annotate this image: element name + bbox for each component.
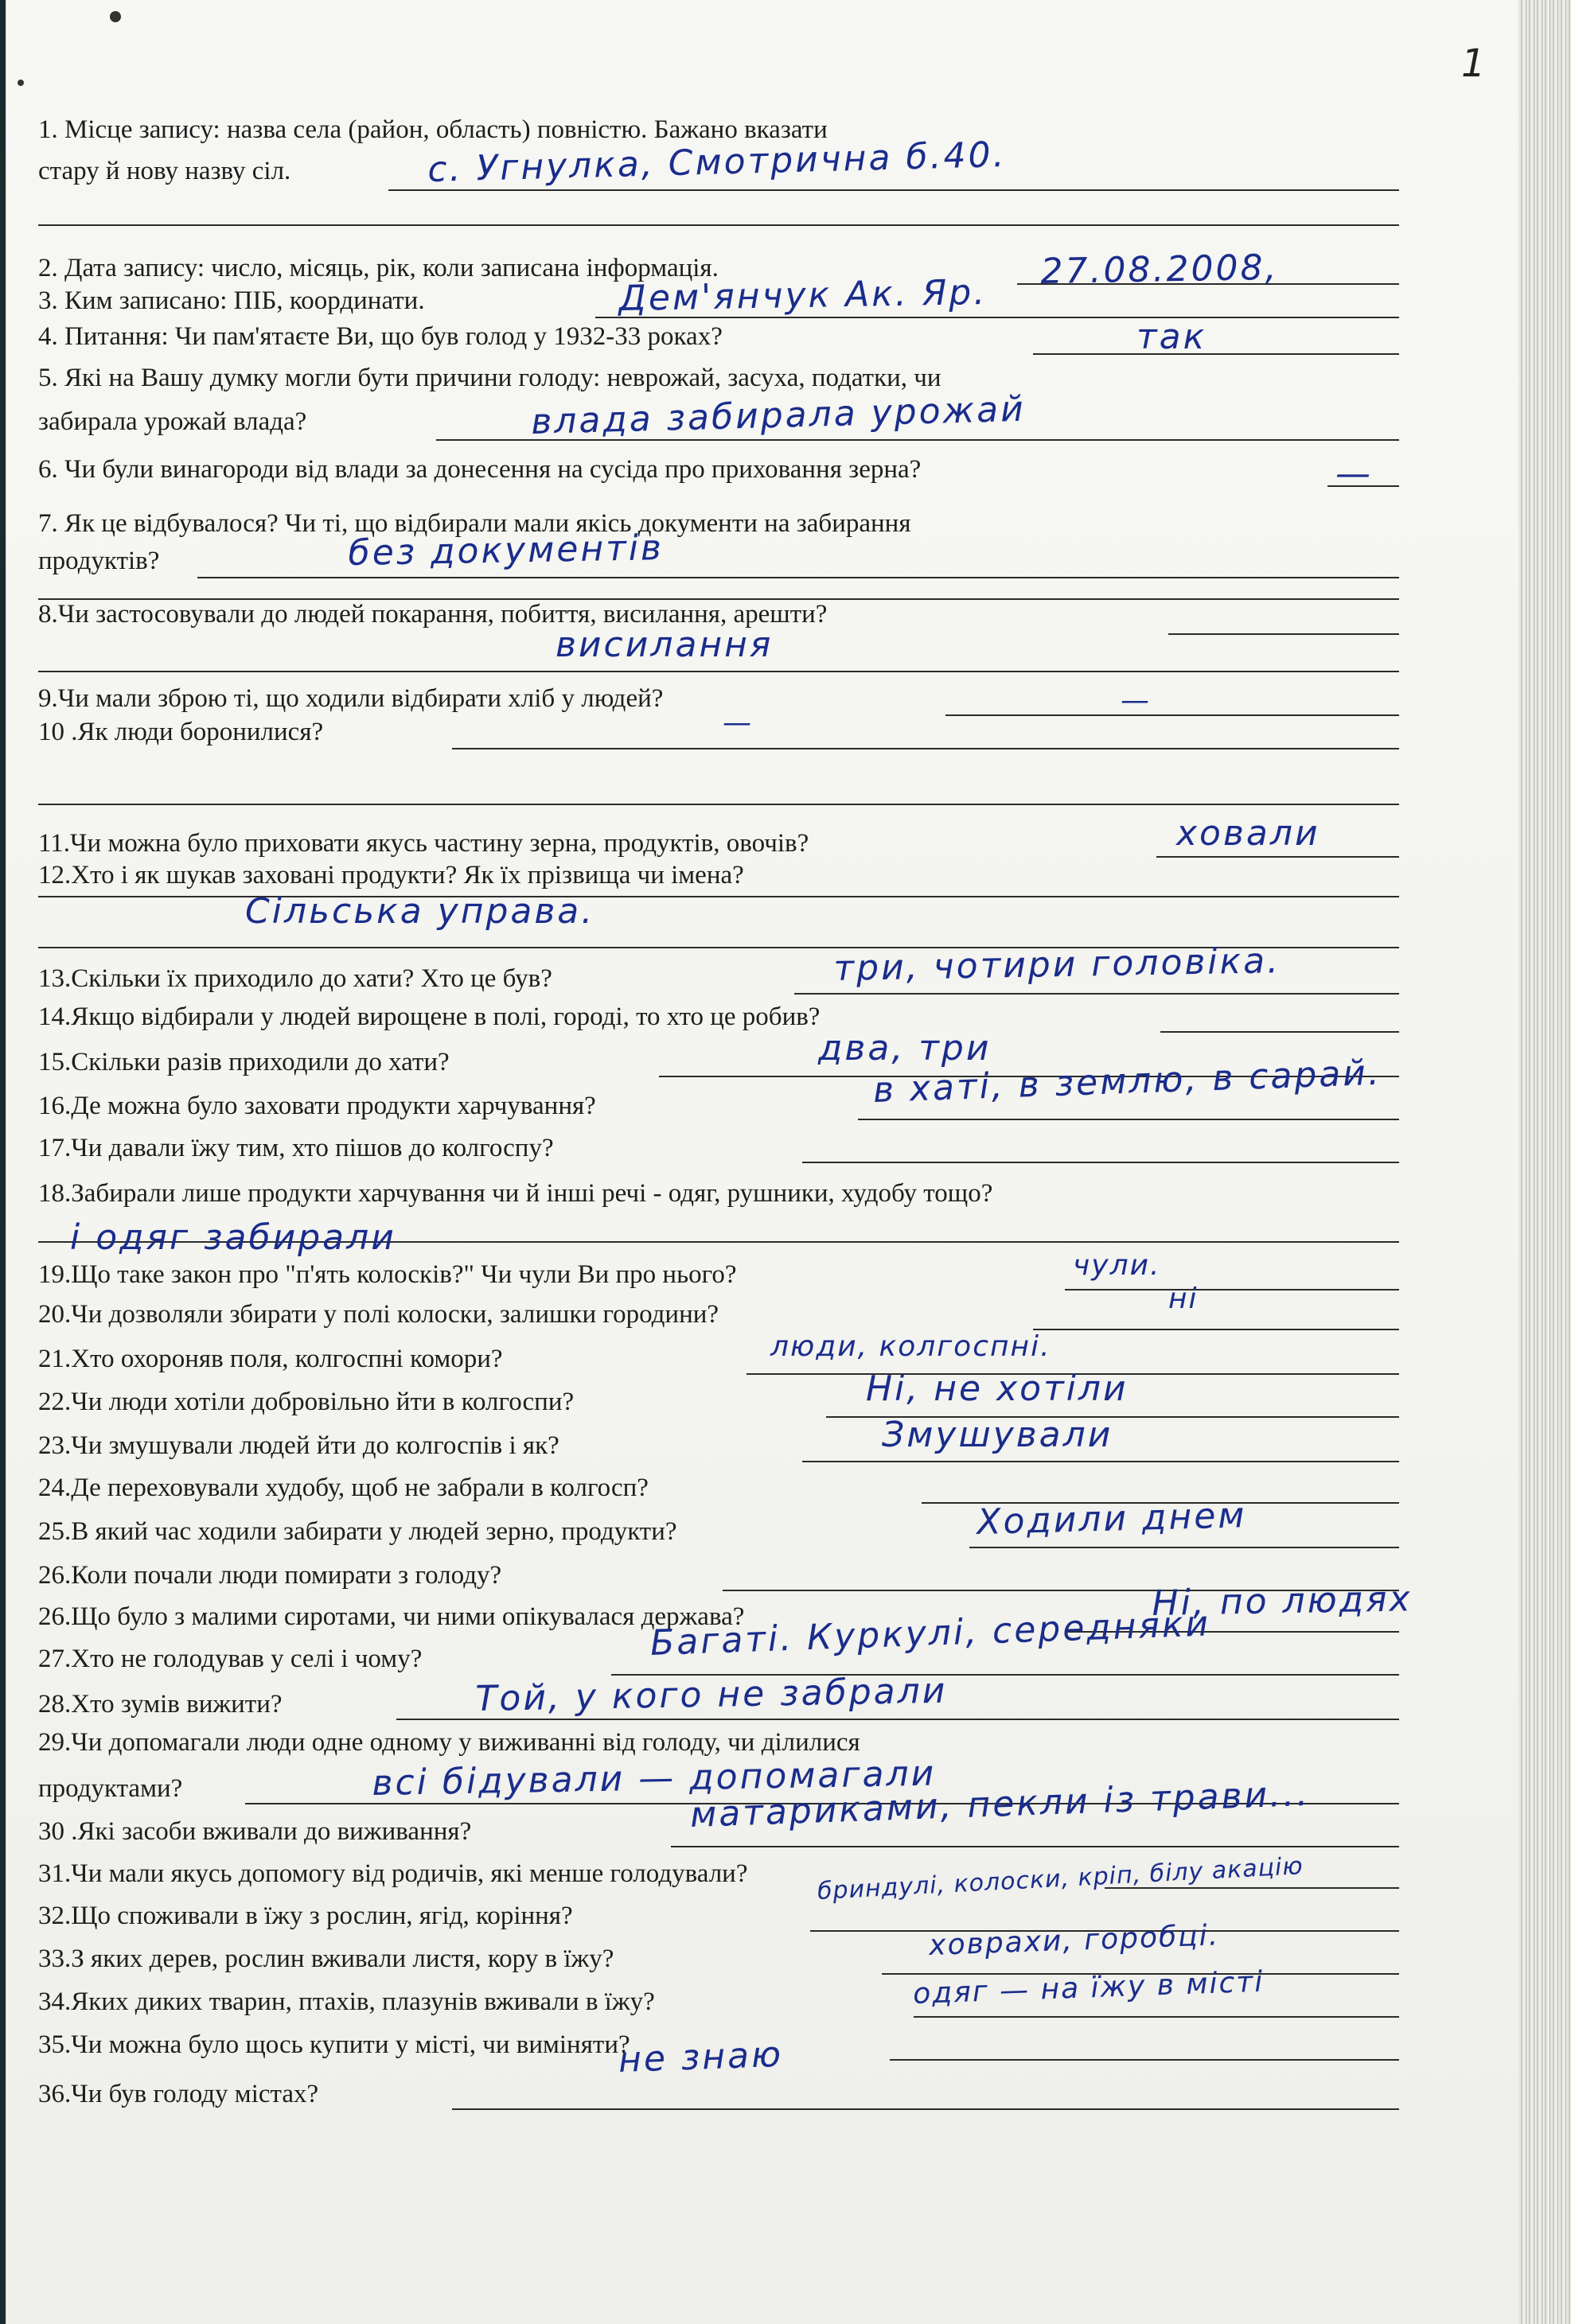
answer-line-17 (802, 1162, 1399, 1163)
answer-19: чули. (1073, 1249, 1161, 1282)
stacked-page-edges (1518, 0, 1571, 2324)
question-21: 21.Хто охороняв поля, колгоспні комори? (38, 1345, 503, 1373)
answer-18: і одяг забирали (70, 1217, 396, 1258)
answer-6: — (1335, 454, 1373, 494)
question-10: 10 .Як люди боронилися? (38, 718, 324, 746)
question-17: 17.Чи давали їжу тим, хто пішов до колгоспу? (38, 1134, 554, 1162)
question-7-line-1: 7. Як це відбувалося? Чи ті, що відбирали мали якісь документи на забирання (38, 509, 911, 538)
question-35: 35.Чи можна було щось купити у місті, чи виміняти? (38, 2030, 630, 2059)
answer-line-7 (197, 577, 1399, 578)
question-14: 14.Якщо відбирали у людей вирощене в полі, городі, то хто це робив? (38, 1002, 821, 1031)
question-25: 25.В який час ходили забирати у людей зерно, продукти? (38, 1517, 677, 1546)
question-15: 15.Скільки разів приходили до хати? (38, 1048, 450, 1076)
answer-35: одяг — на їжу в місті (912, 1965, 1265, 2011)
answer-line-28 (396, 1719, 1399, 1720)
question-24: 24.Де переховували худобу, щоб не забрали в колгосп? (38, 1473, 649, 1502)
question-28: 28.Хто зумів вижити? (38, 1690, 283, 1719)
question-19: 19.Що таке закон про "п'ять колосків?" Чи чули Ви про нього? (38, 1260, 737, 1289)
answer-25: Ходили днем (976, 1495, 1248, 1543)
question-29-line-2: продуктами? (38, 1774, 183, 1803)
question-16: 16.Де можна було заховати продукти харчування? (38, 1092, 596, 1120)
questionnaire-page (6, 0, 1518, 2324)
punch-mark (110, 11, 121, 22)
question-26b: 26.Що було з малими сиротами, чи ними опікувалася держава? (38, 1602, 745, 1631)
question-5-line-2: забирала урожай влада? (38, 407, 307, 436)
punch-mark (18, 80, 24, 86)
answer-line-25 (969, 1547, 1399, 1548)
question-23: 23.Чи змушували людей йти до колгоспів і як? (38, 1431, 559, 1460)
answer-line-4 (1033, 353, 1399, 355)
answer-30: матариками, пекли із трави... (689, 1773, 1311, 1835)
question-18: 18.Забирали лише продукти харчування чи й інші речі - одяг, рушники, худобу тощо? (38, 1179, 993, 1208)
answer-line-1b (38, 224, 1399, 226)
question-20: 20.Чи дозволяли збирати у полі колоски, залишки городини? (38, 1300, 719, 1329)
answer-line-23 (802, 1461, 1399, 1462)
answer-4: так (1136, 317, 1207, 357)
question-36: 36.Чи був голоду містах? (38, 2080, 319, 2108)
answer-line-12 (38, 896, 1399, 897)
answer-line-14 (1160, 1031, 1399, 1033)
answer-1: с. Угнулка, Смотрична б.40. (427, 134, 1008, 190)
answer-line-11 (1156, 856, 1399, 858)
answer-15: два, три (818, 1028, 992, 1069)
answer-7: без документів (348, 527, 665, 574)
answer-22: Ні, не хотіли (866, 1368, 1129, 1409)
question-29-line-1: 29.Чи допомагали люди одне одному у виживанні від голоду, чи ділилися (38, 1728, 860, 1757)
answer-line-10b (38, 804, 1399, 805)
answer-line-36 (452, 2108, 1399, 2110)
answer-line-16 (858, 1119, 1399, 1120)
question-30: 30 .Які засоби вживали до виживання? (38, 1817, 472, 1846)
answer-line-34 (914, 2016, 1399, 2018)
question-4: 4. Питання: Чи пам'ятаєте Ви, що був голод у 1932-33 роках? (38, 322, 723, 351)
question-8: 8.Чи застосовували до людей покарання, побиття, висилання, арешти? (38, 600, 828, 629)
answer-26b: Ні, по людях (1152, 1579, 1413, 1624)
answer-23: Змушували (882, 1415, 1113, 1455)
answer-12: Сільська управа. (245, 891, 595, 932)
answer-line-35 (890, 2059, 1399, 2061)
answer-line-13 (794, 993, 1399, 995)
answer-29: всі бідували — допомагали (372, 1753, 937, 1804)
answer-line-8b (38, 671, 1399, 672)
question-2: 2. Дата запису: число, місяць, рік, коли записана інформація. (38, 254, 719, 282)
question-33: 33.З яких дерев, рослин вживали листя, кору в їжу? (38, 1944, 614, 1973)
question-22: 22.Чи люди хотіли добровільно йти в колгоспи? (38, 1388, 575, 1416)
answer-28: Той, у кого не забрали (475, 1670, 948, 1719)
answer-8: висилання (556, 625, 774, 665)
answer-20: ні (1168, 1283, 1199, 1315)
question-5-line-1: 5. Які на Вашу думку могли бути причини голоду: неврожай, засуха, податки, чи (38, 364, 941, 392)
question-1-line-1: 1. Місце запису: назва села (район, область) повністю. Бажано вказати (38, 115, 828, 144)
question-12: 12.Хто і як шукав заховані продукти? Як їх прізвища чи імена? (38, 861, 744, 890)
question-9: 9.Чи мали зброю ті, що ходили відбирати хліб у людей? (38, 684, 664, 713)
question-7-line-2: продуктів? (38, 547, 160, 575)
answer-line-20 (1033, 1329, 1399, 1330)
answer-2: 27.08.2008, (1040, 247, 1279, 292)
question-34: 34.Яких диких тварин, птахів, плазунів вживали в їжу? (38, 1987, 655, 2016)
question-31: 31.Чи мали якусь допомогу від родичів, які менше голодували? (38, 1859, 748, 1888)
answer-5: влада забирала урожай (530, 388, 1027, 442)
answer-21: люди, колгоспні. (770, 1330, 1051, 1363)
question-1-line-2: стару й нову назву сіл. (38, 157, 291, 185)
question-11: 11.Чи можна було приховати якусь частину зерна, продуктів, овочів? (38, 829, 809, 858)
answer-line-8 (1168, 633, 1399, 635)
answer-9: — (1121, 684, 1151, 717)
question-26: 26.Коли почали люди помирати з голоду? (38, 1561, 502, 1590)
answer-line-19 (1065, 1289, 1399, 1290)
answer-10: — (723, 707, 753, 739)
answer-3: Дем'янчук Ак. Яр. (618, 271, 988, 319)
question-3: 3. Ким записано: ПІБ, координати. (38, 286, 425, 315)
answer-27: Багаті. Куркулі, середняки (649, 1603, 1211, 1664)
answer-line-30 (671, 1846, 1399, 1847)
answer-34: ховрахи, горобці. (928, 1919, 1220, 1962)
answer-13: три, чотири головіка. (833, 940, 1281, 989)
answer-32: бриндулі, колоски, кріп, білу акацію (817, 1852, 1304, 1906)
question-6: 6. Чи були винагороди від влади за донесення на сусіда про приховання зерна? (38, 455, 922, 484)
question-13: 13.Скільки їх приходило до хати? Хто це був? (38, 964, 552, 993)
answer-16: в хаті, в землю, в сарай. (872, 1052, 1382, 1111)
question-32: 32.Що споживали в їжу з рослин, ягід, коріння? (38, 1902, 573, 1930)
answer-36: не знаю (618, 2034, 784, 2081)
answer-line-1 (388, 189, 1399, 191)
question-27: 27.Хто не голодував у селі і чому? (38, 1645, 423, 1673)
answer-11: ховали (1176, 813, 1320, 854)
page-number: 1 (1461, 41, 1486, 86)
answer-line-10 (452, 748, 1399, 749)
